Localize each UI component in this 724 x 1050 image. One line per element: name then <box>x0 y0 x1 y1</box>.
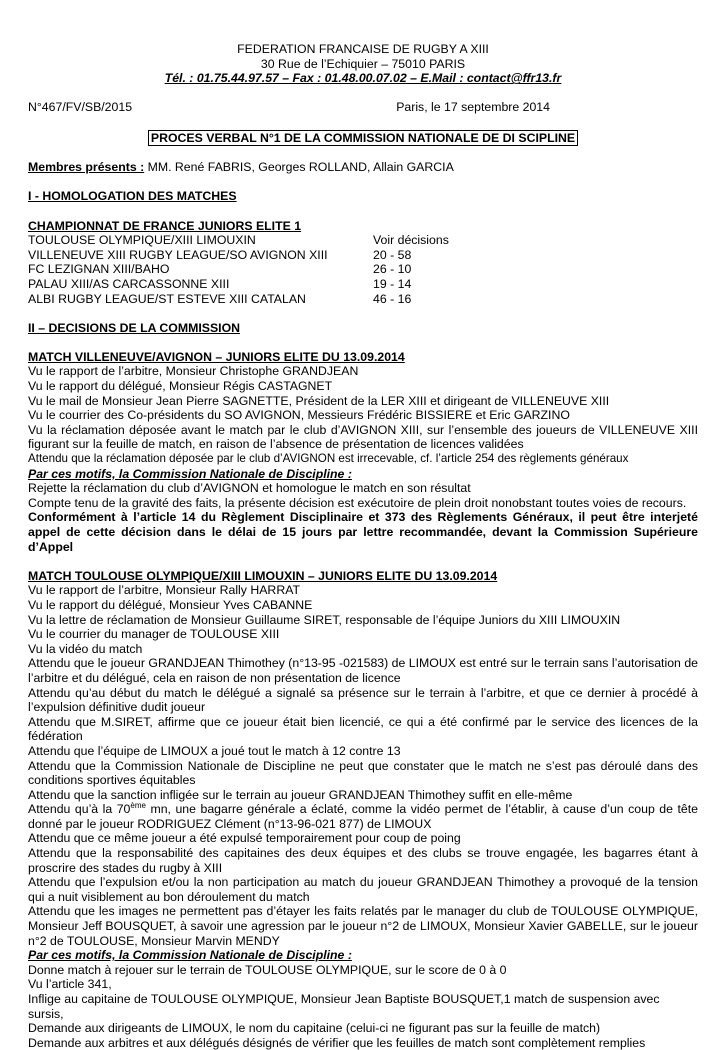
result-teams: VILLENEUVE XIII RUGBY LEAGUE/SO AVIGNON XIII <box>28 247 328 262</box>
section2-title: II – DECISIONS DE LA COMMISSION <box>28 320 241 335</box>
reference-line <box>28 100 698 115</box>
paragraph: Attendu que la Commission Nationale de Discipline ne peut que constater que le match ne s’est pas déroulé dans des conditions sportives équitables <box>28 758 698 788</box>
section1-title: I - HOMOLOGATION DES MATCHES <box>28 189 237 204</box>
document-date: Paris, le 17 septembre 2014 <box>396 100 550 115</box>
paragraph: Vu l’article 341, <box>28 977 112 992</box>
document-page <box>28 42 698 1050</box>
members-names: MM. René FABRIS, Georges ROLLAND, Allain GARCIA <box>144 160 454 175</box>
paragraph: Vu le mail de Monsieur Jean Pierre SAGNETTE, Président de la LER XIII et dirigeant de VILLENEUVE XIII <box>28 393 610 408</box>
appeal-notice: Conformément à l’article 14 du Règlement Disciplinaire et 373 des Règlements Généraux, il peut être interjeté appel de cette décision dans le délai de 15 jours par lettre recommandée, devant la Commission Supérieure d’Appel <box>28 510 698 554</box>
paragraph: Vu le rapport du délégué, Monsieur Yves CABANNE <box>28 597 313 612</box>
paragraph: Attendu que les images ne permettent pas d’étayer les faits relatés par le manager du club de TOULOUSE OLYMPIQUE, Monsieur Jeff BOUSQUET, à savoir une agression par le joueur n°2 de LIMOUX, Monsieur Xavier GABELLE, sur le joueur n°2 de TOULOUSE, Monsieur Marvin MENDY <box>28 904 698 948</box>
result-score: 46 - 16 <box>373 291 412 306</box>
paragraph: Vu le rapport de l’arbitre, Monsieur Rally HARRAT <box>28 583 300 598</box>
result-row <box>28 277 698 292</box>
result-teams: FC LEZIGNAN XIII/BAHO <box>28 262 170 277</box>
paragraph: Attendu que M.SIRET, affirme que ce joueur était bien licencié, ce qui a été confirmé par le service des licences de la fédération <box>28 714 698 744</box>
paragraph: Attendu que la sanction infligée sur le terrain au joueur GRANDJEAN Thimothey suffit en elle-même <box>28 787 573 802</box>
paragraph: Attendu qu’au début du match le délégué a signalé sa présence sur le terrain à l’arbitre, et que ce dernier à procédé à l’expulsion définitive dudit joueur <box>28 685 698 715</box>
result-score: 19 - 14 <box>373 276 412 291</box>
result-score: Voir décisions <box>373 233 449 248</box>
paragraph: Vu le courrier du manager de TOULOUSE XIII <box>28 627 280 642</box>
match2-title: MATCH TOULOUSE OLYMPIQUE/XIII LIMOUXIN – JUNIORS ELITE DU 13.09.2014 <box>28 568 498 583</box>
result-teams: ALBI RUGBY LEAGUE/ST ESTEVE XIII CATALAN <box>28 291 306 306</box>
members-line <box>28 160 698 175</box>
result-row <box>28 262 698 277</box>
paragraph: Vu la vidéo du match <box>28 641 143 656</box>
header-org: FEDERATION FRANCAISE DE RUGBY A XIII <box>237 42 489 56</box>
result-teams: PALAU XIII/AS CARCASSONNE XIII <box>28 276 230 291</box>
paragraph: Compte tenu de la gravité des faits, la présente décision est exécutoire de plein droit nonobstant toutes voies de recours. <box>28 495 687 510</box>
paragraph <box>28 802 698 831</box>
paragraph: Attendu que ce même joueur a été expulsé temporairement pour coup de poing <box>28 831 461 846</box>
paragraph: Vu le rapport de l’arbitre, Monsieur Christophe GRANDJEAN <box>28 364 359 379</box>
paragraph: Vu le courrier des Co-présidents du SO AVIGNON, Messieurs Frédéric BISSIERE et Eric GARZINO <box>28 408 570 423</box>
header-contact: Tél. : 01.75.44.97.57 – Fax : 01.48.00.07.02 – E.Mail : contact@ffr13.fr <box>164 71 562 86</box>
result-row <box>28 292 698 307</box>
paragraph: Rejette la réclamation du club d’AVIGNON et homologue le match en son résultat <box>28 481 471 496</box>
pv-title: PROCES VERBAL N°1 DE LA COMMISSION NATIONALE DE DI SCIPLINE <box>148 130 578 146</box>
result-row <box>28 233 698 248</box>
paragraph: Attendu que la responsabilité des capitaines des deux équipes et des clubs se trouve engagée, les bagarres étant à proscrire des stades du rugby à XIII <box>28 846 698 875</box>
paragraph: Attendu que l’expulsion et/ou la non participation au match du joueur GRANDJEAN Thimothey a provoqué de la tension qui a nuit visiblement au bon déroulement du match <box>28 875 698 904</box>
members-label: Membres présents : <box>28 160 145 175</box>
result-score: 26 - 10 <box>373 262 412 277</box>
header-address: 30 Rue de l’Echiquier – 75010 PARIS <box>260 56 466 71</box>
paragraph: Demande aux arbitres et aux délégués désignés de vérifier que les feuilles de match sont complètement remplies <box>28 1035 646 1050</box>
reference-number: N°467/FV/SB/2015 <box>28 100 133 115</box>
result-row <box>28 248 698 263</box>
text-fragment: Attendu qu’à la 70 <box>28 802 131 817</box>
pv-title-box <box>28 130 698 146</box>
championship-title: CHAMPIONNAT DE FRANCE JUNIORS ELITE 1 <box>28 218 302 233</box>
superscript: ème <box>130 801 146 811</box>
paragraph: Vu la lettre de réclamation de Monsieur Guillaume SIRET, responsable de l’équipe Juniors du XIII LIMOUXIN <box>28 612 621 627</box>
match1-motifs: Par ces motifs, la Commission Nationale de Discipline : <box>28 466 352 481</box>
paragraph: Attendu que l’équipe de LIMOUX a joué tout le match à 12 contre 13 <box>28 743 401 758</box>
paragraph: Attendu que la réclamation déposée par le club d’AVIGNON est irrecevable, cf. l’article 254 des règlements généraux <box>28 452 629 466</box>
paragraph: Demande aux dirigeants de LIMOUX, le nom du capitaine (celui-ci ne figurant pas sur la feuille de match) <box>28 1021 601 1036</box>
text-fragment: mn, une bagarre générale a éclaté, comme la vidéo permet de l’établir, à cause d’un coup de tête donné par le joueur RODRIGUEZ Clément (n°13-96-021 877) de LIMOUX <box>28 802 699 831</box>
match1-title: MATCH VILLENEUVE/AVIGNON – JUNIORS ELITE DU 13.09.2014 <box>28 349 405 364</box>
results-list <box>28 233 698 306</box>
result-teams: TOULOUSE OLYMPIQUE/XIII LIMOUXIN <box>28 233 256 248</box>
result-score: 20 - 58 <box>373 247 412 262</box>
match2-motifs: Par ces motifs, la Commission Nationale de Discipline : <box>28 948 352 963</box>
paragraph: Donne match à rejouer sur le terrain de TOULOUSE OLYMPIQUE, sur le score de 0 à 0 <box>28 962 507 977</box>
paragraph: Vu le rapport du délégué, Monsieur Régis CASTAGNET <box>28 379 333 394</box>
paragraph: Attendu que le joueur GRANDJEAN Thimothey (n°13-95 -021583) de LIMOUX est entré sur le terrain sans l’autorisation de l’arbitre et du délégué, cela en raison de non présentation de licence <box>28 656 698 685</box>
paragraph: Vu la réclamation déposée avant le match par le club d’AVIGNON XIII, sur l’ensemble des joueurs de VILLENEUVE XIII figurant sur la feuille de match, en raison de l’absence de présentation de licences validées <box>28 422 698 452</box>
paragraph: Inflige au capitaine de TOULOUSE OLYMPIQUE, Monsieur Jean Baptiste BOUSQUET,1 match de suspension avec sursis, <box>28 992 660 1021</box>
